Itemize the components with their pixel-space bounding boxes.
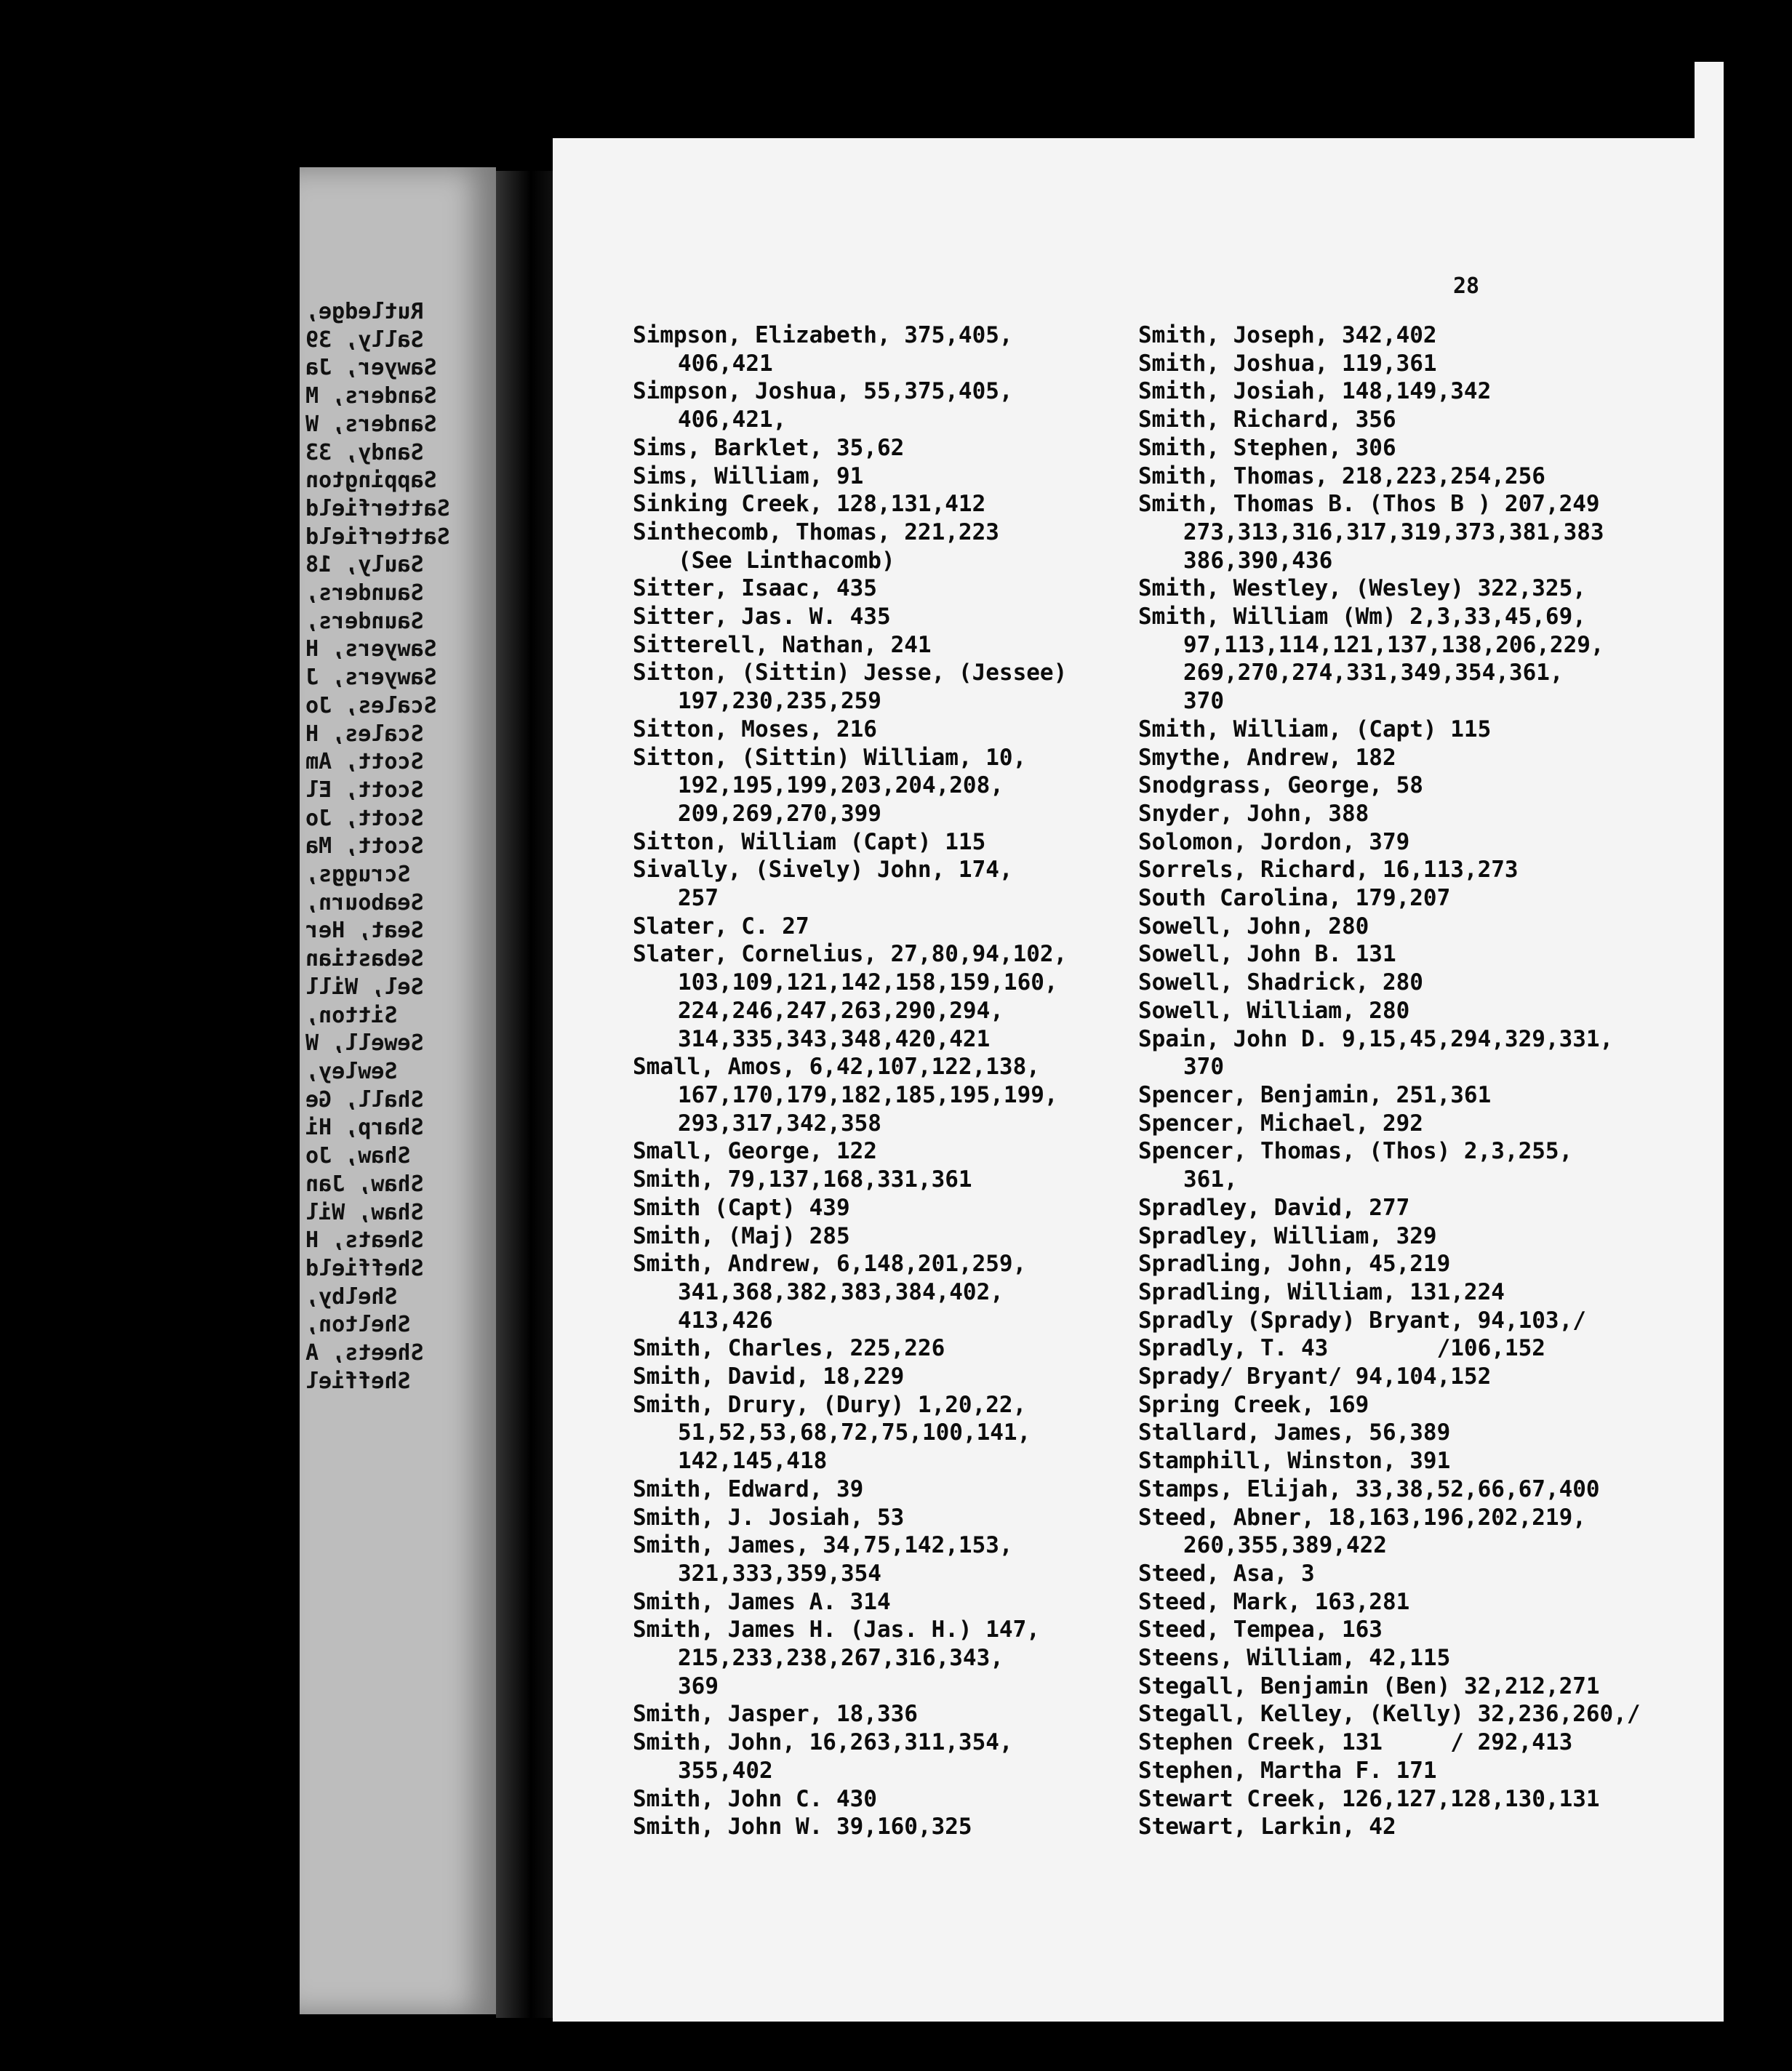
index-entry-head: Stegall, Benjamin (Ben) 32,212,271: [1138, 1673, 1600, 1699]
index-entry-head: Steed, Asa, 3: [1138, 1560, 1315, 1587]
adjacent-fragment: Seabourn,: [305, 889, 424, 916]
adjacent-fragment: Sel, Will: [305, 974, 424, 1000]
index-entry-head: Smith, James A. 314: [633, 1588, 891, 1615]
index-entry: [1138, 1813, 1691, 1841]
index-entry: [1138, 490, 1691, 574]
index-entry-continuation: 370: [1183, 1054, 1224, 1081]
index-entry-head: Sitter, Isaac, 435: [633, 575, 877, 602]
adjacent-fragment: Scales, H: [305, 721, 424, 747]
index-entry-head: Simpson, Joshua, 55,375,405,: [633, 378, 1013, 405]
index-entry-head: Sitton, William (Capt) 115: [633, 828, 986, 855]
index-entry-head: Smith, David, 18,229: [633, 1363, 905, 1390]
index-entry-head: Snyder, John, 388: [1138, 800, 1369, 827]
adjacent-fragment: Sharp, Hi: [305, 1115, 424, 1141]
index-entry: [633, 631, 1185, 660]
index-entry: [633, 1531, 1185, 1587]
index-entry-head: Small, Amos, 6,42,107,122,138,: [633, 1054, 1040, 1081]
index-entry-head: Smith, Josiah, 148,149,342: [1138, 378, 1492, 405]
index-entry-head: Stamps, Elijah, 33,38,52,66,67,400: [1138, 1475, 1600, 1502]
index-column-right: [1138, 321, 1691, 1841]
index-entry-head: Smith, James H. (Jas. H.) 147,: [633, 1617, 1040, 1643]
adjacent-fragment: Sawyers, J: [305, 665, 437, 691]
index-entry-head: Smith, Charles, 225,226: [633, 1335, 945, 1362]
adjacent-fragment: Sawyers, H: [305, 636, 437, 662]
index-entry-head: Smith, Thomas, 218,223,254,256: [1138, 462, 1545, 489]
index-entry-head: Smith, Westley, (Wesley) 322,325,: [1138, 575, 1586, 602]
index-entry-head: Smith, Thomas B. (Thos B ) 207,249: [1138, 491, 1600, 518]
index-entry: [1138, 828, 1691, 857]
index-entry-continuation: 209,269,270,399: [678, 800, 881, 827]
index-entry: [633, 434, 1185, 462]
index-entry-continuation: 406,421: [678, 350, 773, 377]
index-entry-head: Smith, John C. 430: [633, 1785, 877, 1812]
index-entry-head: Smith, Joseph, 342,402: [1138, 322, 1437, 348]
index-entry-head: Smith, Richard, 356: [1138, 406, 1396, 433]
index-entry: [1138, 1391, 1691, 1419]
index-entry-head: Sitton, (Sittin) Jesse, (Jessee): [633, 660, 1068, 686]
index-entry-head: Spring Creek, 169: [1138, 1391, 1369, 1418]
book-gutter: [496, 171, 554, 2018]
index-entry-continuation: 355,402: [678, 1757, 773, 1784]
index-entry-head: Smith, Joshua, 119,361: [1138, 350, 1437, 377]
index-entry: [1138, 1334, 1691, 1363]
index-entry-head: Sitter, Jas. W. 435: [633, 604, 891, 630]
index-entry-head: Smith, William, (Capt) 115: [1138, 716, 1492, 742]
index-entry-continuation: 103,109,121,142,158,159,160,: [678, 969, 1058, 996]
index-entry-continuation: 293,317,342,358: [678, 1110, 881, 1137]
index-entry-continuation: 167,170,179,182,185,195,199,: [678, 1081, 1058, 1108]
index-entry: [633, 1616, 1185, 1700]
adjacent-fragment: Shaw, Jo: [305, 1143, 411, 1169]
index-entry: [1138, 1728, 1691, 1757]
index-entry: [1138, 1137, 1691, 1193]
index-entry: [633, 603, 1185, 631]
adjacent-fragment: Sebastian: [305, 946, 424, 972]
adjacent-fragment: Sauly, 18: [305, 552, 424, 578]
index-entry-continuation: 413,426: [678, 1307, 773, 1334]
index-entry-head: Stewart Creek, 126,127,128,130,131: [1138, 1785, 1600, 1812]
index-column-left: [633, 321, 1185, 1841]
index-entry: [1138, 1194, 1691, 1222]
adjacent-fragment: Seat, Her: [305, 918, 424, 944]
adjacent-fragment: Saunders,: [305, 580, 424, 606]
index-entry: [1138, 377, 1691, 406]
index-entry-continuation: 369: [678, 1673, 719, 1699]
index-entry-continuation: 260,355,389,422: [1183, 1532, 1387, 1559]
index-entry: [1138, 1250, 1691, 1278]
index-entry-continuation: 215,233,238,267,316,343,: [678, 1645, 1004, 1672]
index-entry: [1138, 406, 1691, 434]
index-entry-head: Stegall, Kelley, (Kelly) 32,236,260,/: [1138, 1701, 1641, 1728]
index-entry: [1138, 1222, 1691, 1251]
index-entry-continuation: 341,368,382,383,384,402,: [678, 1278, 1004, 1305]
index-entry: [1138, 1785, 1691, 1814]
index-entry-head: South Carolina, 179,207: [1138, 885, 1451, 912]
adjacent-fragment: Shelton,: [305, 1312, 411, 1338]
index-entry-head: Slater, Cornelius, 27,80,94,102,: [633, 941, 1068, 968]
index-entry-head: Smith, J. Josiah, 53: [633, 1504, 905, 1531]
index-entry-head: Spencer, Michael, 292: [1138, 1110, 1423, 1137]
index-entry-continuation: 321,333,359,354: [678, 1560, 881, 1587]
index-entry-head: Steed, Tempea, 163: [1138, 1617, 1383, 1643]
index-entry: [633, 518, 1185, 574]
index-entry-head: Sowell, William, 280: [1138, 997, 1410, 1024]
index-entry-continuation: 269,270,274,331,349,354,361,: [1183, 660, 1564, 686]
index-entry: [1138, 1700, 1691, 1728]
index-entry: [633, 1475, 1185, 1504]
index-entry: [1138, 1757, 1691, 1785]
index-entry: [1138, 1644, 1691, 1673]
index-entry-continuation: 273,313,316,317,319,373,381,383: [1183, 518, 1604, 545]
index-entry: [1138, 1081, 1691, 1110]
adjacent-fragment: Scott, El: [305, 777, 424, 803]
index-entry: [1138, 1278, 1691, 1307]
adjacent-page-bleedthrough: [300, 167, 496, 2014]
adjacent-fragment: Scales, Jo: [305, 692, 437, 718]
index-entry-continuation: 192,195,199,203,204,208,: [678, 772, 1004, 799]
adjacent-fragment: Scott, Ma: [305, 833, 424, 860]
index-entry: [633, 490, 1185, 518]
adjacent-fragment: Sandy, 33: [305, 439, 424, 465]
index-entry: [1138, 1447, 1691, 1475]
adjacent-fragment: Saunders,: [305, 608, 424, 634]
index-entry: [1138, 913, 1691, 941]
index-entry-head: Spencer, Thomas, (Thos) 2,3,255,: [1138, 1138, 1573, 1165]
index-entry: [633, 913, 1185, 941]
index-entry: [633, 1785, 1185, 1814]
index-entry-continuation: 257: [678, 885, 719, 912]
index-entry: [633, 574, 1185, 603]
adjacent-fragment: Sally, 39: [305, 327, 424, 353]
adjacent-fragment: Satterfield: [305, 524, 450, 550]
index-entry-head: Sims, William, 91: [633, 462, 864, 489]
index-entry: [1138, 1307, 1691, 1335]
index-entry: [633, 659, 1185, 715]
index-entry-head: Smith, James, 34,75,142,153,: [633, 1532, 1013, 1559]
adjacent-fragment: Sheffiel: [305, 1368, 411, 1394]
adjacent-fragment: Sheets, A: [305, 1340, 424, 1366]
adjacent-page-text: [300, 298, 496, 1395]
index-entry-head: Sitterell, Nathan, 241: [633, 631, 932, 658]
adjacent-fragment: Sewley,: [305, 1058, 398, 1084]
index-entry-head: Stamphill, Winston, 391: [1138, 1448, 1451, 1475]
index-entry-continuation: (See Linthacomb): [678, 547, 895, 574]
index-entry-head: Snodgrass, George, 58: [1138, 772, 1423, 799]
index-entry: [1138, 716, 1691, 744]
index-entry-head: Sinking Creek, 128,131,412: [633, 491, 986, 518]
adjacent-fragment: Shaw, Jan: [305, 1171, 424, 1197]
index-entry-head: Stephen, Martha F. 171: [1138, 1757, 1437, 1784]
index-entry-head: Spradling, William, 131,224: [1138, 1278, 1505, 1305]
index-entry-head: Smith (Capt) 439: [633, 1194, 850, 1221]
adjacent-fragment: Sitton,: [305, 1002, 398, 1028]
index-entry-head: Sowell, Shadrick, 280: [1138, 969, 1423, 996]
index-entry: [633, 1391, 1185, 1475]
index-entry: [1138, 462, 1691, 491]
index-entry: [1138, 603, 1691, 716]
index-entry-head: Smith, Edward, 39: [633, 1475, 864, 1502]
index-entry-head: Steed, Mark, 163,281: [1138, 1588, 1410, 1615]
adjacent-fragment: Scott, Jo: [305, 805, 424, 831]
index-entry-head: Sivally, (Sively) John, 174,: [633, 857, 1013, 884]
index-entry-head: Small, George, 122: [633, 1138, 877, 1165]
index-entry-head: Smith, Stephen, 306: [1138, 434, 1396, 461]
index-entry: [633, 1700, 1185, 1728]
index-entry-continuation: 386,390,436: [1183, 547, 1333, 574]
index-entry: [1138, 997, 1691, 1025]
index-entry-continuation: 51,52,53,68,72,75,100,141,: [678, 1419, 1031, 1446]
index-entry-head: Smith, Drury, (Dury) 1,20,22,: [633, 1391, 1027, 1418]
index-entry: [1138, 1025, 1691, 1081]
index-entry: [1138, 1504, 1691, 1560]
index-entry: [1138, 856, 1691, 884]
index-entry: [633, 856, 1185, 912]
index-entry: [1138, 1673, 1691, 1701]
index-entry-continuation: 224,246,247,263,290,294,: [678, 997, 1004, 1024]
index-entry: [633, 1728, 1185, 1784]
index-entry: [633, 462, 1185, 491]
index-entry-head: Spradley, David, 277: [1138, 1194, 1410, 1221]
index-entry-head: Sowell, John, 280: [1138, 913, 1369, 940]
index-entry-head: Stallard, James, 56,389: [1138, 1419, 1451, 1446]
index-entry: [1138, 969, 1691, 997]
index-entry: [1138, 350, 1691, 378]
index-entry: [633, 744, 1185, 828]
index-entry-continuation: 142,145,418: [678, 1448, 828, 1475]
index-entry: [633, 940, 1185, 1053]
index-entry-head: Stephen Creek, 131 / 292,413: [1138, 1729, 1573, 1756]
index-entry-head: Smith, John, 16,263,311,354,: [633, 1729, 1013, 1756]
index-entry: [633, 321, 1185, 377]
index-entry-continuation: 370: [1183, 688, 1224, 715]
index-entry: [633, 1504, 1185, 1532]
index-entry-head: Smith, 79,137,168,331,361: [633, 1166, 972, 1193]
index-entry-head: Slater, C. 27: [633, 913, 809, 940]
index-entry-continuation: 361,: [1183, 1166, 1238, 1193]
index-entry-head: Steed, Abner, 18,163,196,202,219,: [1138, 1504, 1586, 1531]
index-entry: [1138, 1616, 1691, 1644]
adjacent-fragment: Satterfield: [305, 495, 450, 521]
index-entry-head: Smith, William (Wm) 2,3,33,45,69,: [1138, 604, 1586, 630]
adjacent-fragment: Shall, Ge: [305, 1086, 424, 1113]
index-entry: [633, 1222, 1185, 1251]
index-entry-head: Stewart, Larkin, 42: [1138, 1814, 1396, 1840]
index-entry: [633, 1588, 1185, 1617]
index-entry-continuation: 97,113,114,121,137,138,206,229,: [1183, 631, 1604, 658]
adjacent-fragment: Scruggs,: [305, 862, 411, 888]
index-entry: [1138, 434, 1691, 462]
adjacent-fragment: Sanders, W: [305, 411, 437, 437]
adjacent-fragment: Sappington: [305, 468, 437, 494]
index-entry: [633, 828, 1185, 857]
index-entry-head: Steens, William, 42,115: [1138, 1645, 1451, 1672]
index-entry: [633, 716, 1185, 744]
index-entry-continuation: 197,230,235,259: [678, 688, 881, 715]
index-entry: [1138, 1475, 1691, 1504]
index-entry: [1138, 1588, 1691, 1617]
index-entry: [1138, 744, 1691, 772]
index-entry-head: Spradley, William, 329: [1138, 1222, 1437, 1249]
index-entry: [1138, 321, 1691, 350]
index-entry-head: Smith, (Maj) 285: [633, 1222, 850, 1249]
adjacent-fragment: Shelby,: [305, 1283, 398, 1310]
adjacent-fragment: Sewell, W: [305, 1030, 424, 1057]
adjacent-fragment: Shaw, Wil: [305, 1199, 424, 1225]
index-entry: [633, 1053, 1185, 1137]
index-entry-head: Sinthecomb, Thomas, 221,223: [633, 518, 999, 545]
index-entry: [633, 1137, 1185, 1166]
index-entry: [1138, 772, 1691, 800]
index-entry: [633, 1363, 1185, 1391]
adjacent-fragment: Sanders, M: [305, 383, 437, 409]
index-entry-continuation: 314,335,343,348,420,421: [678, 1025, 991, 1052]
adjacent-fragment: Scott, Am: [305, 749, 424, 775]
adjacent-fragment: Sheats, H: [305, 1227, 424, 1254]
index-entry: [1138, 1110, 1691, 1138]
adjacent-fragment: Rutledge,: [305, 299, 424, 324]
index-entry-head: Spencer, Benjamin, 251,361: [1138, 1081, 1492, 1108]
index-entry-head: Spradling, John, 45,219: [1138, 1251, 1451, 1278]
adjacent-fragment: Sawyer, Ja: [305, 355, 437, 381]
index-entry-head: Spradly (Sprady) Bryant, 94,103,/: [1138, 1307, 1586, 1334]
index-entry: [633, 1166, 1185, 1194]
index-entry: [1138, 884, 1691, 913]
index-entry-head: Smith, Jasper, 18,336: [633, 1701, 918, 1728]
index-entry-continuation: 406,421,: [678, 406, 787, 433]
adjacent-fragment: Sheffield: [305, 1255, 424, 1281]
index-entry: [1138, 1419, 1691, 1447]
index-entry-head: Sprady/ Bryant/ 94,104,152: [1138, 1363, 1492, 1390]
index-entry: [1138, 940, 1691, 969]
index-entry-head: Simpson, Elizabeth, 375,405,: [633, 322, 1013, 348]
index-entry: [1138, 1363, 1691, 1391]
index-entry-head: Sorrels, Richard, 16,113,273: [1138, 857, 1519, 884]
index-entry-head: Smith, Andrew, 6,148,201,259,: [633, 1251, 1027, 1278]
index-entry-head: Smith, John W. 39,160,325: [633, 1814, 972, 1840]
index-entry: [1138, 1560, 1691, 1588]
index-entry: [633, 1194, 1185, 1222]
index-entry-head: Smythe, Andrew, 182: [1138, 744, 1396, 771]
index-entry: [1138, 800, 1691, 828]
index-entry-head: Spain, John D. 9,15,45,294,329,331,: [1138, 1025, 1614, 1052]
index-entry: [633, 1250, 1185, 1334]
index-entry-head: Sitton, (Sittin) William, 10,: [633, 744, 1027, 771]
page-number: 28: [1453, 273, 1480, 299]
index-entry: [633, 1334, 1185, 1363]
index-entry: [1138, 574, 1691, 603]
index-entry-head: Sowell, John B. 131: [1138, 941, 1396, 968]
index-entry-head: Spradly, T. 43 /106,152: [1138, 1335, 1545, 1362]
index-entry-head: Solomon, Jordon, 379: [1138, 828, 1410, 855]
index-entry: [633, 1813, 1185, 1841]
index-entry-head: Sitton, Moses, 216: [633, 716, 877, 742]
index-entry-head: Sims, Barklet, 35,62: [633, 434, 905, 461]
index-entry: [633, 377, 1185, 433]
